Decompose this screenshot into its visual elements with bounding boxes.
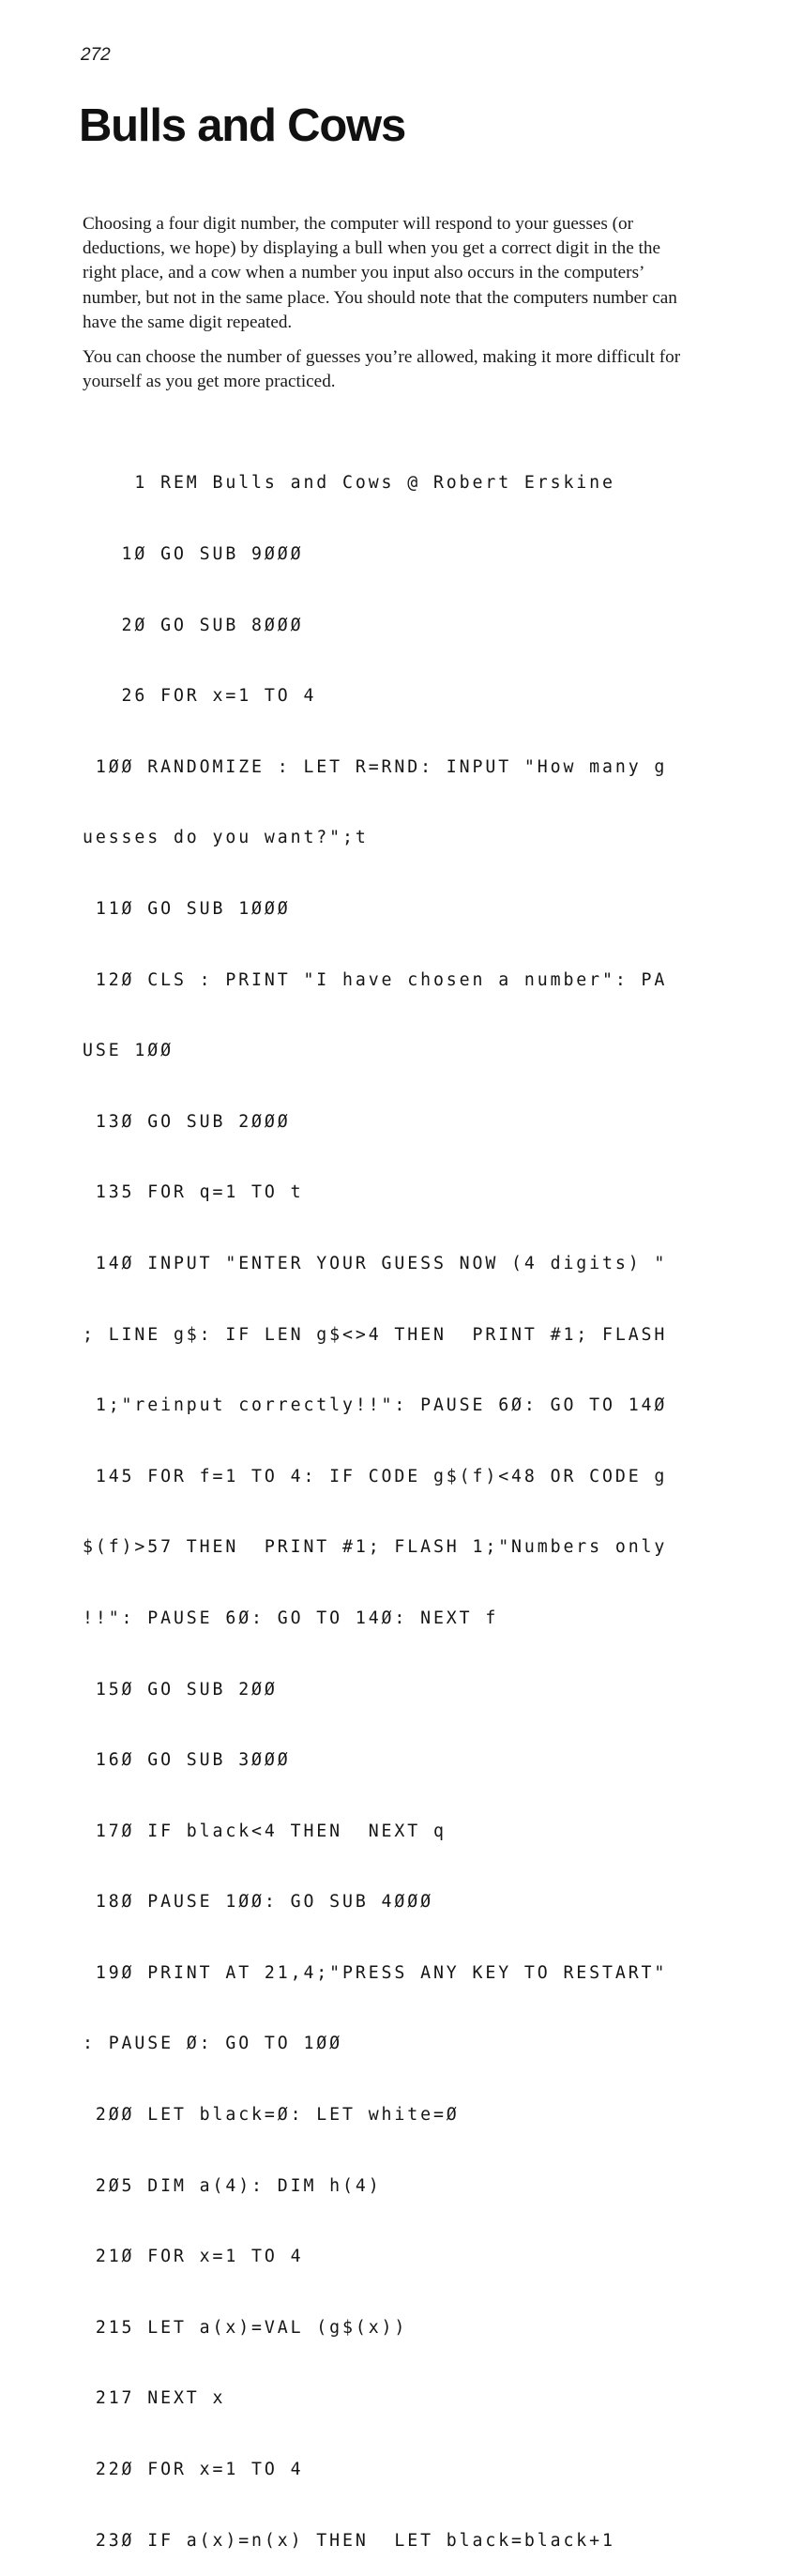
code-line: $(f)>57 THEN PRINT #1; FLASH 1;"Numbers only <box>83 1537 668 1558</box>
code-line: : PAUSE Ø: GO TO 1ØØ <box>83 2034 342 2054</box>
code-line: 14Ø INPUT "ENTER YOUR GUESS NOW (4 digits) " <box>83 1253 668 1273</box>
code-line: uesses do you want?";t <box>83 828 369 848</box>
code-line: 22Ø FOR x=1 TO 4 <box>83 2460 304 2480</box>
code-line: 15Ø GO SUB 2ØØ <box>83 1679 278 1700</box>
code-line: 17Ø IF black<4 THEN NEXT q <box>83 1821 447 1841</box>
code-line: 19Ø PRINT AT 21,4;"PRESS ANY KEY TO RESTART" <box>83 1962 668 1983</box>
code-line: 2ØØ LET black=Ø: LET white=Ø <box>83 2105 460 2126</box>
page-title: Bulls and Cows <box>79 100 406 151</box>
intro-text <box>83 212 683 394</box>
code-line: 145 FOR f=1 TO 4: IF CODE g$(f)<48 OR CODE g <box>83 1466 668 1486</box>
code-line: 13Ø GO SUB 2ØØØ <box>83 1111 291 1132</box>
code-line: !!": PAUSE 6Ø: GO TO 14Ø: NEXT f <box>83 1608 499 1628</box>
code-line: 215 LET a(x)=VAL (g$(x)) <box>83 2317 408 2338</box>
code-line: 18Ø PAUSE 1ØØ: GO SUB 4ØØØ <box>83 1892 433 1913</box>
program-listing <box>83 424 739 2576</box>
intro-paragraph: You can choose the number of guesses you’re allowed, making it more difficult for yourself as you get more practiced. <box>83 347 681 392</box>
code-line: USE 1ØØ <box>83 1041 174 1061</box>
code-line: ; LINE g$: IF LEN g$<>4 THEN PRINT #1; FLASH <box>83 1324 668 1345</box>
code-line: 2Ø GO SUB 8ØØØ <box>83 615 304 635</box>
code-line: 1;"reinput correctly!!": PAUSE 6Ø: GO TO 14Ø <box>83 1395 668 1416</box>
code-line: 12Ø CLS : PRINT "I have chosen a number": PA <box>83 969 668 990</box>
code-line: 2Ø5 DIM a(4): DIM h(4) <box>83 2175 382 2196</box>
code-line: 135 FOR q=1 TO t <box>83 1182 304 1203</box>
page-number: 272 <box>81 45 111 65</box>
code-line: 217 NEXT x <box>83 2388 226 2409</box>
intro-paragraph: Choosing a four digit number, the computer will respond to your guesses (or deductions, we hope) by displaying a bull when you get a correct digit in the the right place, and a cow when a number you input also occurs in the computers’ number, but not in the same place. You should note that the computers number can have the same digit repeated. <box>83 214 677 332</box>
code-line: 23Ø IF a(x)=n(x) THEN LET black=black+1 <box>83 2530 615 2551</box>
code-line: 11Ø GO SUB 1ØØØ <box>83 898 291 919</box>
code-line: 1ØØ RANDOMIZE : LET R=RND: INPUT "How many g <box>83 756 668 777</box>
code-line: 21Ø FOR x=1 TO 4 <box>83 2247 304 2267</box>
code-line: 16Ø GO SUB 3ØØØ <box>83 1750 291 1771</box>
code-line: 26 FOR x=1 TO 4 <box>83 686 317 707</box>
code-line: 1Ø GO SUB 9ØØØ <box>83 544 304 564</box>
code-line: 1 REM Bulls and Cows @ Robert Erskine <box>83 473 615 494</box>
